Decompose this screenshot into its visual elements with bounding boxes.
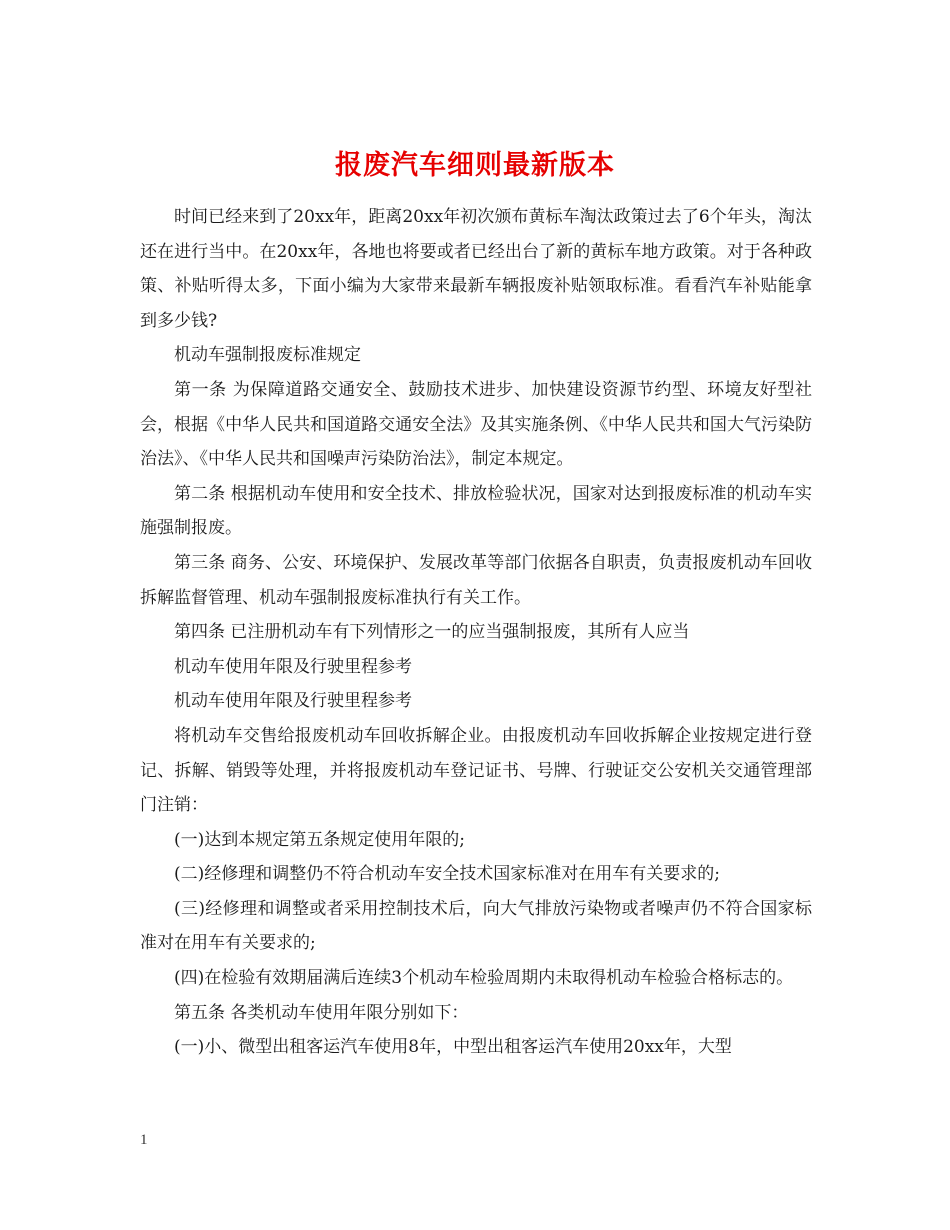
page-number: 1 bbox=[140, 1132, 148, 1148]
paragraph: 机动车使用年限及行驶里程参考 bbox=[174, 656, 412, 677]
paragraph: 机动车强制报废标准规定 bbox=[174, 345, 361, 366]
paragraph: 将机动车交售给报废机动车回收拆解企业。由报废机动车回收拆解企业按规定进行登记、拆解、销毁等处理，并将报废机动车登记证书、号牌、行驶证交公安机关交通管理部门注销： bbox=[140, 725, 812, 816]
paragraph: 第四条 已注册机动车有下列情形之一的应当强制报废，其所有人应当 bbox=[174, 622, 690, 643]
paragraph: (二)经修理和调整仍不符合机动车安全技术国家标准对在用车有关要求的; bbox=[174, 864, 720, 885]
paragraph: (一)小、微型出租客运汽车使用8年，中型出租客运汽车使用20xx年，大型 bbox=[174, 1037, 732, 1058]
paragraph: (三)经修理和调整或者采用控制技术后，向大气排放污染物或者噪声仍不符合国家标准对在用车有关要求的; bbox=[140, 898, 812, 954]
paragraph: 第五条 各类机动车使用年限分别如下： bbox=[174, 1002, 469, 1023]
paragraph: 第一条 为保障道路交通安全、鼓励技术进步、加快建设资源节约型、环境友好型社会，根据《中华人民共和国道路交通安全法》及其实施条例、《中华人民共和国大气污染防治法》、《中华人民共和国噪声污染防治法》，制定本规定。 bbox=[140, 379, 812, 470]
document-title: 报废汽车细则最新版本 bbox=[335, 150, 615, 182]
paragraph: 第三条 商务、公安、环境保护、发展改革等部门依据各自职责，负责报废机动车回收拆解监督管理、机动车强制报废标准执行有关工作。 bbox=[140, 552, 812, 608]
paragraph: 时间已经来到了20xx年，距离20xx年初次颁布黄标车淘汰政策过去了6个年头，淘汰还在进行当中。在20xx年，各地也将要或者已经出台了新的黄标车地方政策。对于各种政策、补贴听得太多，下面小编为大家带来最新车辆报废补贴领取标准。看看汽车补贴能拿到多少钱? bbox=[140, 207, 812, 331]
paragraph: (一)达到本规定第五条规定使用年限的; bbox=[174, 829, 465, 850]
paragraph: 第二条 根据机动车使用和安全技术、排放检验状况，国家对达到报废标准的机动车实施强制报废。 bbox=[140, 483, 812, 539]
paragraph: (四)在检验有效期届满后连续3个机动车检验周期内未取得机动车检验合格标志的。 bbox=[174, 968, 794, 989]
document-body bbox=[140, 200, 812, 1065]
paragraph: 机动车使用年限及行驶里程参考 bbox=[174, 691, 412, 712]
